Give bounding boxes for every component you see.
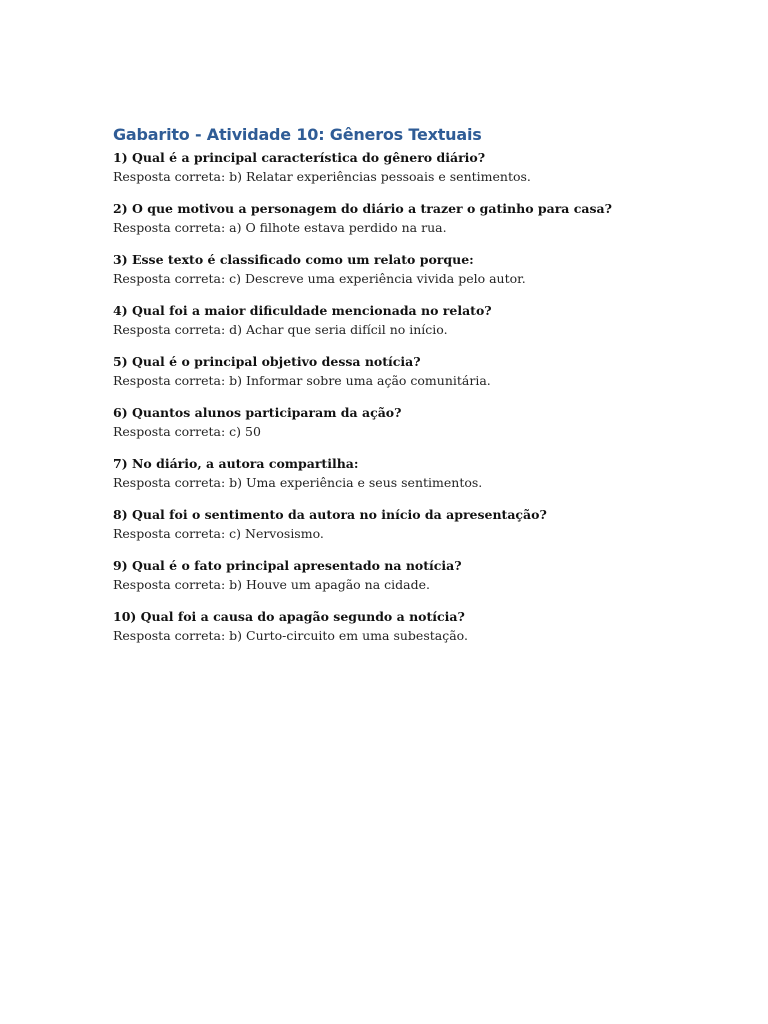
question-6: 6) Quantos alunos participaram da ação?: [113, 405, 402, 420]
qa-item-9: [113, 557, 713, 594]
qa-item-8: [113, 506, 713, 543]
answer-3: Resposta correta: c) Descreve uma experiência vivida pelo autor.: [113, 271, 526, 286]
answer-8: Resposta correta: c) Nervosismo.: [113, 526, 324, 541]
answer-1: Resposta correta: b) Relatar experiências pessoais e sentimentos.: [113, 169, 531, 184]
qa-item-10: [113, 608, 713, 645]
question-4: 4) Qual foi a maior dificuldade mencionada no relato?: [113, 303, 492, 318]
question-9: 9) Qual é o fato principal apresentado na notícia?: [113, 558, 462, 573]
answer-4: Resposta correta: d) Achar que seria difícil no início.: [113, 322, 448, 337]
document-page: [113, 123, 713, 659]
question-5: 5) Qual é o principal objetivo dessa notícia?: [113, 354, 421, 369]
qa-item-1: [113, 149, 713, 186]
answer-10: Resposta correta: b) Curto-circuito em uma subestação.: [113, 628, 468, 643]
answer-6: Resposta correta: c) 50: [113, 424, 261, 439]
qa-item-2: [113, 200, 713, 237]
question-1: 1) Qual é a principal característica do gênero diário?: [113, 150, 486, 165]
qa-item-3: [113, 251, 713, 288]
question-3: 3) Esse texto é classificado como um relato porque:: [113, 252, 474, 267]
answer-9: Resposta correta: b) Houve um apagão na cidade.: [113, 577, 430, 592]
document-title: Gabarito - Atividade 10: Gêneros Textuais: [113, 125, 482, 144]
qa-item-5: [113, 353, 713, 390]
answer-2: Resposta correta: a) O filhote estava perdido na rua.: [113, 220, 447, 235]
question-7: 7) No diário, a autora compartilha:: [113, 456, 359, 471]
qa-item-4: [113, 302, 713, 339]
question-2: 2) O que motivou a personagem do diário a trazer o gatinho para casa?: [113, 201, 612, 216]
qa-item-7: [113, 455, 713, 492]
answer-5: Resposta correta: b) Informar sobre uma ação comunitária.: [113, 373, 491, 388]
answer-7: Resposta correta: b) Uma experiência e seus sentimentos.: [113, 475, 483, 490]
qa-item-6: [113, 404, 713, 441]
question-8: 8) Qual foi o sentimento da autora no início da apresentação?: [113, 507, 547, 522]
question-10: 10) Qual foi a causa do apagão segundo a notícia?: [113, 609, 465, 624]
